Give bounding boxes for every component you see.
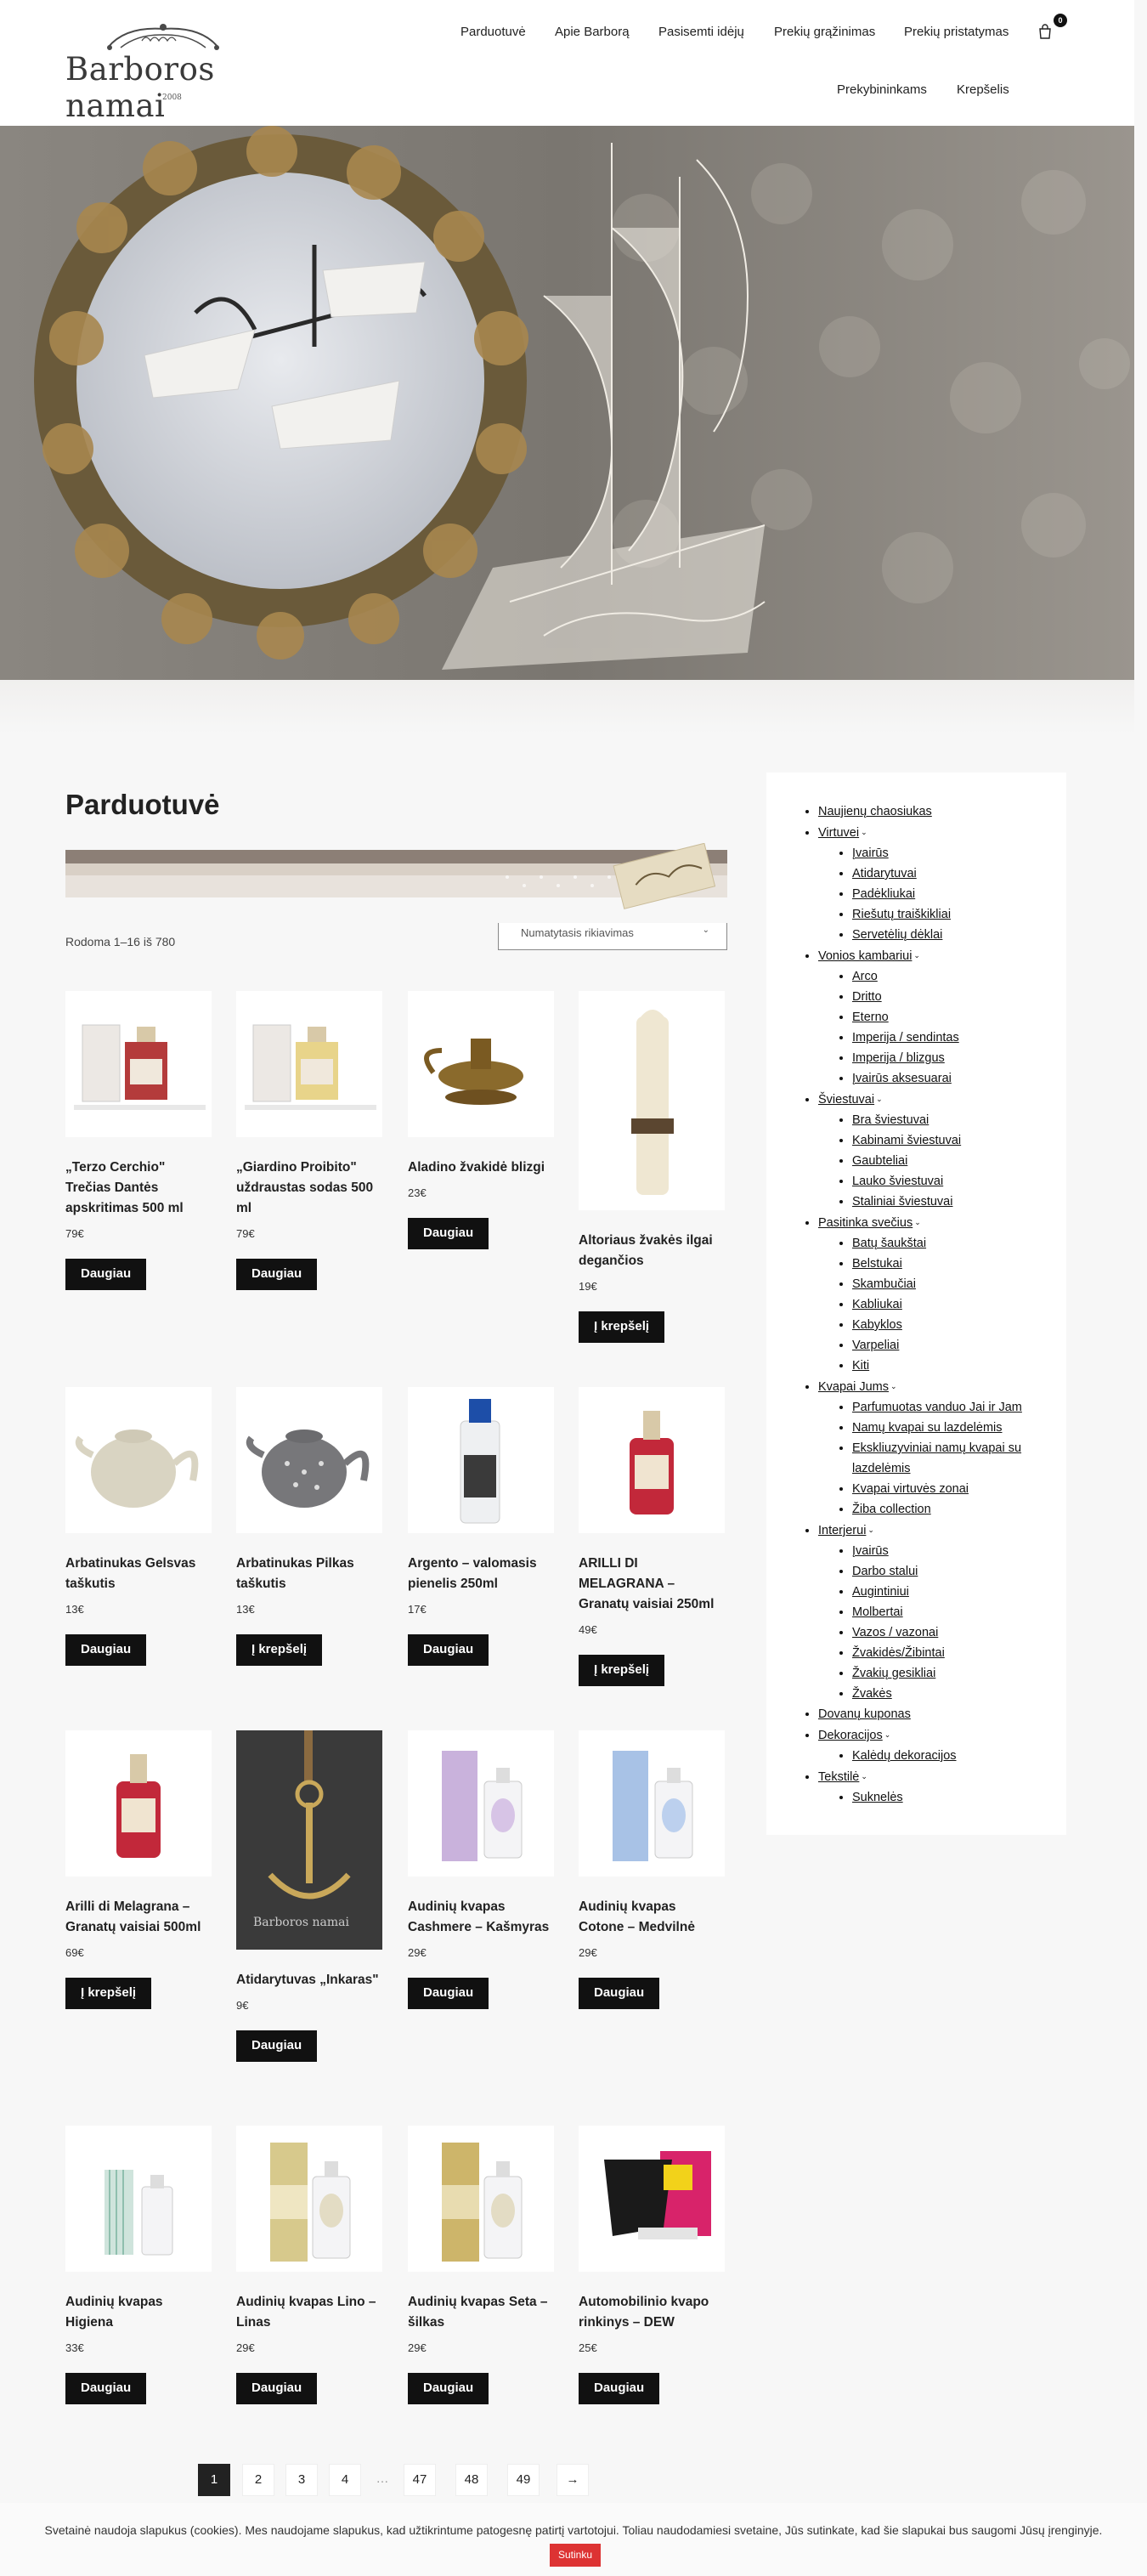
subcategory-item [852, 1315, 1048, 1335]
product-name[interactable]: Argento – valomasis pienelis 250ml [408, 1556, 537, 1591]
product-button[interactable]: Daugiau [236, 2030, 317, 2062]
chevron-down-icon: ⌄ [702, 926, 709, 935]
subcategory-link[interactable]: Žvakidės/Žibintai [852, 1646, 945, 1660]
product-card [236, 1730, 382, 2062]
subcategory-item [852, 1622, 1048, 1643]
category-link[interactable]: Vonios kambariui [818, 949, 913, 963]
result-count: Rodoma 1–16 iš 780 [65, 935, 176, 948]
nav-apie-barbora[interactable]: Apie Barborą [555, 25, 630, 39]
subcategory-item [852, 1294, 1048, 1315]
hero-banner-image [0, 126, 1134, 680]
product-name[interactable]: Audinių kvapas Lino – Linas [236, 2295, 376, 2330]
product-name[interactable]: ARILLI DI MELAGRANA – Granatų vaisiai 250ml [579, 1556, 715, 1611]
subcategory-link[interactable]: Riešutų traiškikliai [852, 908, 952, 921]
product-image[interactable] [236, 1387, 382, 1533]
subcategory-link[interactable]: Dritto [852, 990, 882, 1004]
svg-text:Barboros namai: Barboros namai [253, 1916, 349, 1929]
product-name[interactable]: Altoriaus žvakės ilgai degančios [579, 1233, 713, 1268]
subcategory-link[interactable]: Augintiniui [852, 1585, 909, 1599]
category-item [818, 1520, 1048, 1704]
subcategory-link[interactable]: Batų šaukštai [852, 1237, 927, 1250]
subcategory-link[interactable]: Suknelės [852, 1791, 903, 1804]
category-link[interactable]: Dovanų kuponas [818, 1707, 911, 1721]
category-list [818, 801, 1048, 1808]
subcategory-item [852, 966, 1048, 987]
subcategory-item [852, 1048, 1048, 1068]
category-link[interactable]: Pasitinka svečius [818, 1216, 913, 1230]
subcategory-item [852, 1192, 1048, 1212]
product-name[interactable]: Arbatinukas Pilkas taškutis [236, 1556, 354, 1591]
product-price: 33€ [65, 2341, 84, 2354]
page-4[interactable]: 4 [329, 2464, 361, 2496]
category-item [818, 822, 1048, 945]
cart-count-badge: 0 [1054, 14, 1067, 27]
subcategory-link[interactable]: Lauko šviestuvai [852, 1175, 944, 1188]
category-link[interactable]: Dekoracijos [818, 1729, 883, 1742]
cookie-accept-button[interactable]: Sutinku [550, 2544, 601, 2567]
page-ellipsis: … [376, 2471, 389, 2486]
product-button[interactable]: Daugiau [65, 1634, 146, 1666]
subcategory-link[interactable]: Darbo stalui [852, 1565, 918, 1578]
site-logo[interactable] [65, 22, 269, 124]
product-card [579, 991, 725, 1343]
subcategory-link[interactable]: Įvairūs [852, 846, 889, 860]
subcategory-link[interactable]: Parfumuotas vanduo Jai ir Jam [852, 1401, 1022, 1414]
product-price: 29€ [236, 2341, 255, 2354]
product-name[interactable]: Arilli di Melagrana – Granatų vaisiai 500ml [65, 1899, 201, 1934]
product-price: 29€ [408, 1946, 427, 1959]
subcategory-link[interactable]: Kabliukai [852, 1298, 902, 1311]
cookie-notice [0, 2503, 1147, 2576]
chevron-down-icon[interactable]: ⌄ [913, 951, 920, 960]
category-link[interactable]: Šviestuvai [818, 1093, 875, 1107]
product-price: 17€ [408, 1603, 427, 1616]
product-button[interactable]: Daugiau [579, 2373, 659, 2404]
subcategory-item [852, 1254, 1048, 1274]
subcategory-item [852, 1499, 1048, 1520]
product-card [236, 991, 382, 1290]
subcategory-link[interactable]: Kiti [852, 1359, 870, 1373]
page-49[interactable]: 49 [507, 2464, 540, 2496]
subcategory-item [852, 1028, 1048, 1048]
product-button[interactable]: Daugiau [236, 1259, 317, 1290]
product-name[interactable]: Audinių kvapas Cashmere – Kašmyras [408, 1899, 550, 1934]
subcategory-link[interactable]: Imperija / sendintas [852, 1031, 959, 1045]
subcategory-link[interactable]: Belstukai [852, 1257, 902, 1271]
subcategory-list [839, 966, 1048, 1089]
product-card [579, 2126, 725, 2404]
product-name[interactable]: Audinių kvapas Cotone – Medvilnė [579, 1899, 695, 1934]
subcategory-link[interactable]: Imperija / blizgus [852, 1051, 945, 1065]
subcategory-link[interactable]: Žvakės [852, 1687, 892, 1701]
subcategory-item [852, 1397, 1048, 1418]
subcategory-list [839, 1233, 1048, 1376]
chevron-down-icon[interactable]: ⌄ [890, 1382, 897, 1390]
subcategory-list [839, 843, 1048, 945]
product-button[interactable]: Daugiau [408, 1218, 489, 1249]
subcategory-link[interactable]: Įvairūs aksesuarai [852, 1072, 952, 1085]
subcategory-link[interactable]: Kvapai virtuvės zonai [852, 1482, 969, 1496]
product-name[interactable]: „Giardino Proibito" uždraustas sodas 500 ml [236, 1160, 374, 1215]
subcategory-link[interactable]: Kabyklos [852, 1318, 902, 1332]
product-price: 25€ [579, 2341, 597, 2354]
subcategory-link[interactable]: Bra šviestuvai [852, 1113, 929, 1127]
cookie-text-container [25, 2518, 1122, 2567]
category-link[interactable]: Kvapai Jums [818, 1380, 890, 1394]
product-card [65, 1387, 212, 1666]
product-image[interactable] [408, 1387, 554, 1533]
product-name[interactable]: Audinių kvapas Higiena [65, 2295, 163, 2330]
chevron-down-icon[interactable]: ⌄ [867, 1526, 874, 1534]
nav-prekiu-grazinimas[interactable]: Prekių grąžinimas [774, 25, 876, 39]
subcategory-link[interactable]: Molbertai [852, 1605, 903, 1619]
subcategory-item [852, 925, 1048, 945]
subcategory-item [852, 1418, 1048, 1438]
product-image[interactable] [65, 1730, 212, 1877]
product-button[interactable]: Daugiau [65, 2373, 146, 2404]
subcategory-list [839, 1541, 1048, 1704]
product-button[interactable]: Į krepšelį [579, 1655, 664, 1686]
subcategory-link[interactable]: Varpeliai [852, 1339, 900, 1352]
product-card [408, 991, 554, 1249]
product-button[interactable]: Į krepšelį [65, 1978, 151, 2009]
page-2[interactable]: 2 [242, 2464, 274, 2496]
product-button[interactable]: Daugiau [579, 1978, 659, 2009]
product-price: 29€ [408, 2341, 427, 2354]
product-price: 9€ [236, 1999, 249, 2012]
next-page-arrow-icon[interactable]: → [557, 2464, 589, 2496]
product-image[interactable] [65, 991, 212, 1137]
chevron-down-icon[interactable]: ⌄ [861, 1772, 867, 1781]
nav-krepselis[interactable]: Krepšelis [957, 82, 1009, 97]
product-button[interactable]: Daugiau [65, 1259, 146, 1290]
product-name[interactable]: „Terzo Cerchio" Trečias Dantės apskritimas 500 ml [65, 1160, 184, 1215]
product-price: 49€ [579, 1623, 597, 1636]
category-link[interactable]: Virtuvei [818, 826, 860, 840]
product-image[interactable] [579, 2126, 725, 2272]
product-image[interactable] [579, 1730, 725, 1877]
product-name[interactable]: Automobilinio kvapo rinkinys – DEW [579, 2295, 709, 2330]
product-image[interactable] [236, 2126, 382, 2272]
subcategory-link[interactable]: Įvairūs [852, 1544, 889, 1558]
sort-select[interactable] [498, 923, 727, 950]
category-item [818, 1766, 1048, 1808]
subcategory-item [852, 1110, 1048, 1130]
product-price: 29€ [579, 1946, 597, 1959]
subcategory-link[interactable]: Padėkliukai [852, 887, 916, 901]
subcategory-item [852, 1684, 1048, 1704]
subcategory-item [852, 1541, 1048, 1561]
subcategory-item [852, 843, 1048, 863]
nav-pasisemti-ideju[interactable]: Pasisemti idėjų [658, 25, 744, 39]
product-card [65, 2126, 212, 2404]
product-image[interactable] [579, 1387, 725, 1533]
subcategory-item [852, 1233, 1048, 1254]
product-card [579, 1387, 725, 1686]
product-price: 69€ [65, 1946, 84, 1959]
subcategory-link[interactable]: Kalėdų dekoracijos [852, 1749, 957, 1763]
category-item [818, 1376, 1048, 1520]
nav-prekiu-pristatymas[interactable]: Prekių pristatymas [904, 25, 1009, 39]
product-price: 13€ [65, 1603, 84, 1616]
subcategory-item [852, 1130, 1048, 1151]
product-name[interactable]: Aladino žvakidė blizgi [408, 1160, 545, 1175]
subcategory-link[interactable]: Staliniai šviestuvai [852, 1195, 953, 1209]
product-price: 23€ [408, 1186, 427, 1199]
category-item [818, 801, 1048, 822]
nav-parduotuve[interactable]: Parduotuvė [460, 25, 526, 39]
category-item [818, 945, 1048, 1089]
product-price: 19€ [579, 1280, 597, 1293]
subcategory-item [852, 1663, 1048, 1684]
product-card [408, 1387, 554, 1666]
product-name[interactable]: Audinių kvapas Seta – šilkas [408, 2295, 548, 2330]
subcategory-item [852, 987, 1048, 1007]
product-button[interactable]: Į krepšelį [579, 1311, 664, 1343]
hero-fade [0, 680, 1134, 734]
category-link[interactable]: Interjerui [818, 1524, 867, 1537]
product-name[interactable]: Arbatinukas Gelsvas taškutis [65, 1556, 196, 1591]
product-card [236, 2126, 382, 2404]
product-button[interactable]: Daugiau [408, 1978, 489, 2009]
product-image[interactable] [579, 991, 725, 1210]
product-price: 79€ [236, 1227, 255, 1240]
subcategory-item [852, 884, 1048, 904]
sort-selected-value: Numatytasis rikiavimas [521, 926, 634, 939]
product-name[interactable]: Atidarytuvas „Inkaras" [236, 1973, 379, 1987]
subcategory-item [852, 1335, 1048, 1356]
category-sidebar [766, 773, 1066, 1835]
chevron-down-icon[interactable]: ⌄ [861, 828, 867, 836]
shopping-bag-icon[interactable] [1038, 24, 1052, 39]
subcategory-list [839, 1787, 1048, 1808]
subcategory-link[interactable]: Skambučiai [852, 1277, 916, 1291]
subcategory-link[interactable]: Arco [852, 970, 878, 983]
product-price: 79€ [65, 1227, 84, 1240]
subcategory-item [852, 1171, 1048, 1192]
page-47[interactable]: 47 [404, 2464, 436, 2496]
product-price: 13€ [236, 1603, 255, 1616]
subcategory-link[interactable]: Kabinami šviestuvai [852, 1134, 962, 1147]
subcategory-item [852, 904, 1048, 925]
subcategory-item [852, 1479, 1048, 1499]
subcategory-link[interactable]: Atidarytuvai [852, 867, 917, 880]
product-image[interactable] [236, 1730, 382, 1950]
page-3[interactable]: 3 [285, 2464, 318, 2496]
product-image[interactable] [408, 1730, 554, 1877]
subcategory-link[interactable]: Namų kvapai su lazdelėmis [852, 1421, 1003, 1435]
subcategory-link[interactable]: Žvakių gesikliai [852, 1667, 936, 1680]
logo-text: Barboros namai [65, 51, 215, 124]
product-button[interactable]: Į krepšelį [236, 1634, 322, 1666]
subcategory-list [839, 1746, 1048, 1766]
subcategory-item [852, 1787, 1048, 1808]
nav-prekybininkams[interactable]: Prekybininkams [837, 82, 927, 97]
page-48[interactable]: 48 [455, 2464, 488, 2496]
product-card [408, 2126, 554, 2404]
site-header [0, 0, 1134, 126]
page-1[interactable]: 1 [198, 2464, 230, 2496]
chevron-down-icon[interactable]: ⌄ [914, 1218, 921, 1226]
subcategory-list [839, 1110, 1048, 1212]
subcategory-item [852, 1007, 1048, 1028]
decorative-ribbon-image [65, 843, 727, 928]
product-image[interactable] [408, 991, 554, 1137]
subcategory-list [839, 1397, 1048, 1520]
subcategory-item [852, 1438, 1048, 1479]
product-button[interactable]: Daugiau [408, 1634, 489, 1666]
product-image[interactable] [408, 2126, 554, 2272]
cookie-text: Svetainė naudoja slapukus (cookies). Mes naudojame slapukus, kad užtikrintume patogesnę patirtį vartotojui. Toliau naudodamiesi svetaine, Jūs sutinkate, kad šie slapukai bus saugomi Jūsų įrenginyje. [44, 2523, 1103, 2537]
product-card [65, 1730, 212, 2009]
chevron-down-icon[interactable]: ⌄ [876, 1095, 883, 1103]
subcategory-item [852, 1274, 1048, 1294]
subcategory-link[interactable]: Gaubteliai [852, 1154, 908, 1168]
subcategory-item [852, 1356, 1048, 1376]
category-item [818, 1724, 1048, 1766]
product-image[interactable] [65, 1387, 212, 1533]
subcategory-link[interactable]: Vazos / vazonai [852, 1626, 939, 1639]
subcategory-link[interactable]: Ekskliuzyviniai namų kvapai su lazdelėmis [852, 1441, 1022, 1475]
subcategory-item [852, 1602, 1048, 1622]
subcategory-item [852, 1561, 1048, 1582]
category-item [818, 1089, 1048, 1212]
product-card [236, 1387, 382, 1666]
product-button[interactable]: Daugiau [408, 2373, 489, 2404]
subcategory-link[interactable]: Žiba collection [852, 1503, 931, 1516]
product-image[interactable] [236, 991, 382, 1137]
subcategory-item [852, 1068, 1048, 1089]
category-item [818, 1704, 1048, 1724]
logo-year: 2008 [162, 93, 182, 102]
subcategory-item [852, 1582, 1048, 1602]
subcategory-link[interactable]: Servetėlių dėklai [852, 928, 943, 942]
product-card [65, 991, 212, 1290]
category-link[interactable]: Naujienų chaosiukas [818, 805, 932, 818]
subcategory-item [852, 1151, 1048, 1171]
chevron-down-icon[interactable]: ⌄ [884, 1730, 891, 1739]
subcategory-link[interactable]: Eterno [852, 1011, 889, 1024]
subcategory-item [852, 1746, 1048, 1766]
page-title: Parduotuvė [65, 789, 220, 820]
product-card [408, 1730, 554, 2009]
product-card [579, 1730, 725, 2009]
product-image[interactable] [65, 2126, 212, 2272]
subcategory-item [852, 1643, 1048, 1663]
product-button[interactable]: Daugiau [236, 2373, 317, 2404]
category-link[interactable]: Tekstilė [818, 1770, 860, 1784]
subcategory-item [852, 863, 1048, 884]
category-item [818, 1212, 1048, 1376]
